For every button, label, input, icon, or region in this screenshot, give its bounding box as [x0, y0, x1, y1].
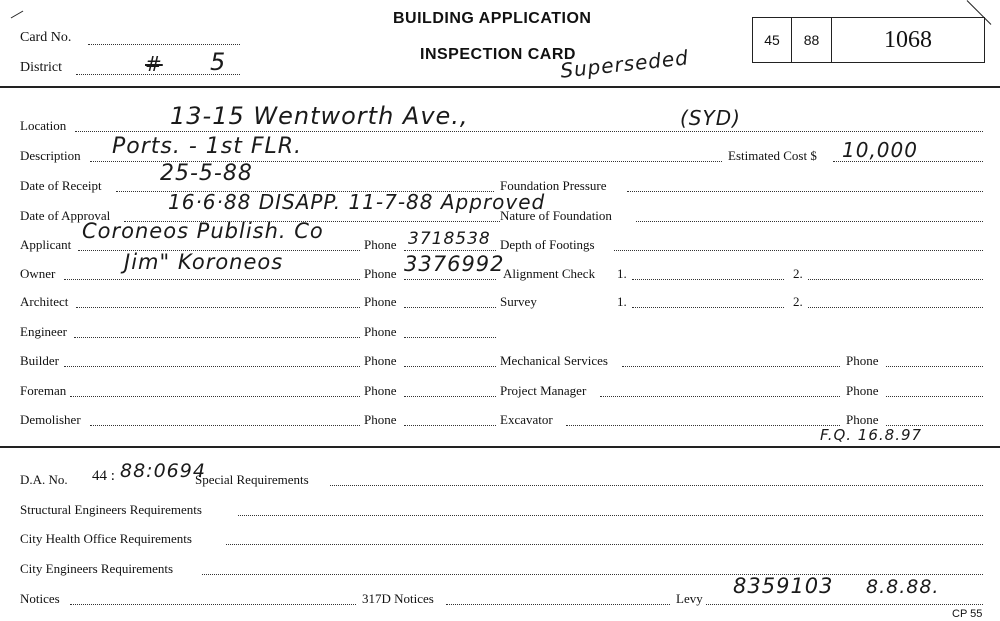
engineer-label: Engineer	[20, 324, 67, 339]
architect-phone-label: Phone	[364, 294, 397, 309]
city-health-label: City Health Office Requirements	[20, 531, 192, 546]
nature-of-foundation-label: Nature of Foundation	[500, 208, 612, 223]
card-number-box	[752, 17, 985, 63]
survey-field-1	[632, 307, 784, 308]
levy-value: 8359103	[733, 574, 834, 598]
excavator-field	[566, 425, 840, 426]
engineer-field	[74, 337, 360, 338]
depth-of-footings-field	[614, 250, 983, 251]
excavator-label: Excavator	[500, 412, 553, 427]
location-value: 13-15 Wentworth Ave.,	[170, 102, 469, 130]
notices-label: Notices	[20, 591, 60, 606]
alignment-check-label: Alignment Check	[503, 266, 596, 281]
alignment-check-n2: 2.	[793, 266, 803, 281]
foundation-pressure-label: Foundation Pressure	[500, 178, 607, 193]
description-value: Ports. - 1st FLR.	[112, 134, 303, 159]
mechanical-services-label: Mechanical Services	[500, 353, 608, 368]
demolisher-phone-label: Phone	[364, 412, 397, 427]
district-value: 5	[210, 48, 227, 76]
alignment-check-n1: 1.	[617, 266, 627, 281]
applicant-label: Applicant	[20, 237, 72, 252]
builder-field	[64, 366, 360, 367]
owner-phone-label: Phone	[364, 266, 397, 281]
demolisher-field	[90, 425, 360, 426]
notices-field	[70, 604, 356, 605]
applicant-phone-field	[404, 250, 496, 251]
architect-field	[76, 307, 360, 308]
da-no-label: D.A. No.	[20, 472, 68, 487]
survey-label: Survey	[500, 294, 537, 309]
builder-phone-field	[404, 366, 496, 367]
excavator-phone-label: Phone	[846, 412, 879, 427]
levy-label: Levy	[676, 591, 703, 606]
foundation-pressure-field	[627, 191, 983, 192]
demolisher-phone-field	[404, 425, 496, 426]
survey-field-2	[808, 307, 983, 308]
survey-n2: 2.	[793, 294, 803, 309]
foreman-phone-label: Phone	[364, 383, 397, 398]
estimated-cost-label: Estimated Cost $	[728, 148, 817, 163]
foreman-phone-field	[404, 396, 496, 397]
special-requirements-field	[330, 485, 983, 486]
divider-top	[0, 86, 1000, 88]
levy-field	[706, 604, 983, 605]
card-no-field	[88, 44, 240, 45]
engineer-phone-field	[404, 337, 496, 338]
corner-mark-left	[11, 11, 24, 19]
district-label: District	[20, 60, 62, 75]
project-manager-phone-field	[886, 396, 983, 397]
estimated-cost-value: 10,000	[842, 138, 918, 162]
builder-phone-label: Phone	[364, 353, 397, 368]
owner-label: Owner	[20, 266, 56, 281]
district-strike: #	[145, 52, 163, 76]
mechanical-phone-label: Phone	[846, 353, 879, 368]
alignment-check-field-2	[808, 279, 983, 280]
owner-field	[64, 279, 360, 280]
owner-phone-field	[404, 279, 496, 280]
builder-label: Builder	[20, 353, 59, 368]
nature-of-foundation-field	[636, 221, 983, 222]
date-of-approval-label: Date of Approval	[20, 208, 111, 223]
divider-middle	[0, 446, 1000, 448]
da-value: 88:0694	[120, 460, 206, 482]
box-card-number: 1068	[884, 26, 932, 53]
date-of-approval-value: 16·6·88 DISAPP. 11-7-88 Approved	[168, 190, 546, 214]
structural-engineers-field	[238, 515, 983, 516]
notices-317d-field	[446, 604, 670, 605]
location-label: Location	[20, 118, 67, 133]
special-requirements-label: Special Requirements	[195, 472, 309, 487]
owner-phone: 3376992	[404, 252, 505, 276]
title-building-application: BUILDING APPLICATION	[393, 10, 592, 27]
location-field	[75, 131, 983, 132]
architect-label: Architect	[20, 294, 69, 309]
description-label: Description	[20, 148, 81, 163]
structural-engineers-label: Structural Engineers Requirements	[20, 502, 202, 517]
project-manager-label: Project Manager	[500, 383, 587, 398]
notices-317d-label: 317D Notices	[362, 591, 434, 606]
owner-value: Jim" Koroneos	[124, 250, 284, 274]
alignment-check-field-1	[632, 279, 784, 280]
architect-phone-field	[404, 307, 496, 308]
applicant-phone-label: Phone	[364, 237, 397, 252]
city-health-field	[226, 544, 983, 545]
date-of-receipt-label: Date of Receipt	[20, 178, 102, 193]
foreman-field	[70, 396, 360, 397]
foreman-label: Foreman	[20, 383, 67, 398]
box-year: 88	[803, 32, 820, 48]
superseded-stamp: Superseded	[559, 45, 690, 83]
demolisher-label: Demolisher	[20, 412, 81, 427]
levy-date: 8.8.88.	[866, 576, 940, 598]
box-district: 45	[764, 32, 780, 48]
project-manager-field	[600, 396, 840, 397]
fq-note: F.Q. 16.8.97	[820, 426, 923, 444]
date-of-receipt-value: 25-5-88	[160, 161, 253, 186]
card-no-label: Card No.	[20, 30, 72, 45]
depth-of-footings-label: Depth of Footings	[500, 237, 595, 252]
location-suffix: (SYD)	[680, 106, 741, 130]
city-engineers-field	[202, 574, 983, 575]
title-inspection-card: INSPECTION CARD	[420, 46, 576, 63]
engineer-phone-label: Phone	[364, 324, 397, 339]
form-code: CP 55	[952, 608, 983, 620]
mechanical-services-field	[622, 366, 840, 367]
mechanical-phone-field	[886, 366, 983, 367]
da-prefix: 44 :	[92, 468, 115, 484]
applicant-value: Coroneos Publish. Co	[82, 219, 324, 243]
applicant-phone: 3718538	[408, 229, 491, 249]
city-engineers-label: City Engineers Requirements	[20, 561, 174, 576]
survey-n1: 1.	[617, 294, 627, 309]
project-manager-phone-label: Phone	[846, 383, 879, 398]
